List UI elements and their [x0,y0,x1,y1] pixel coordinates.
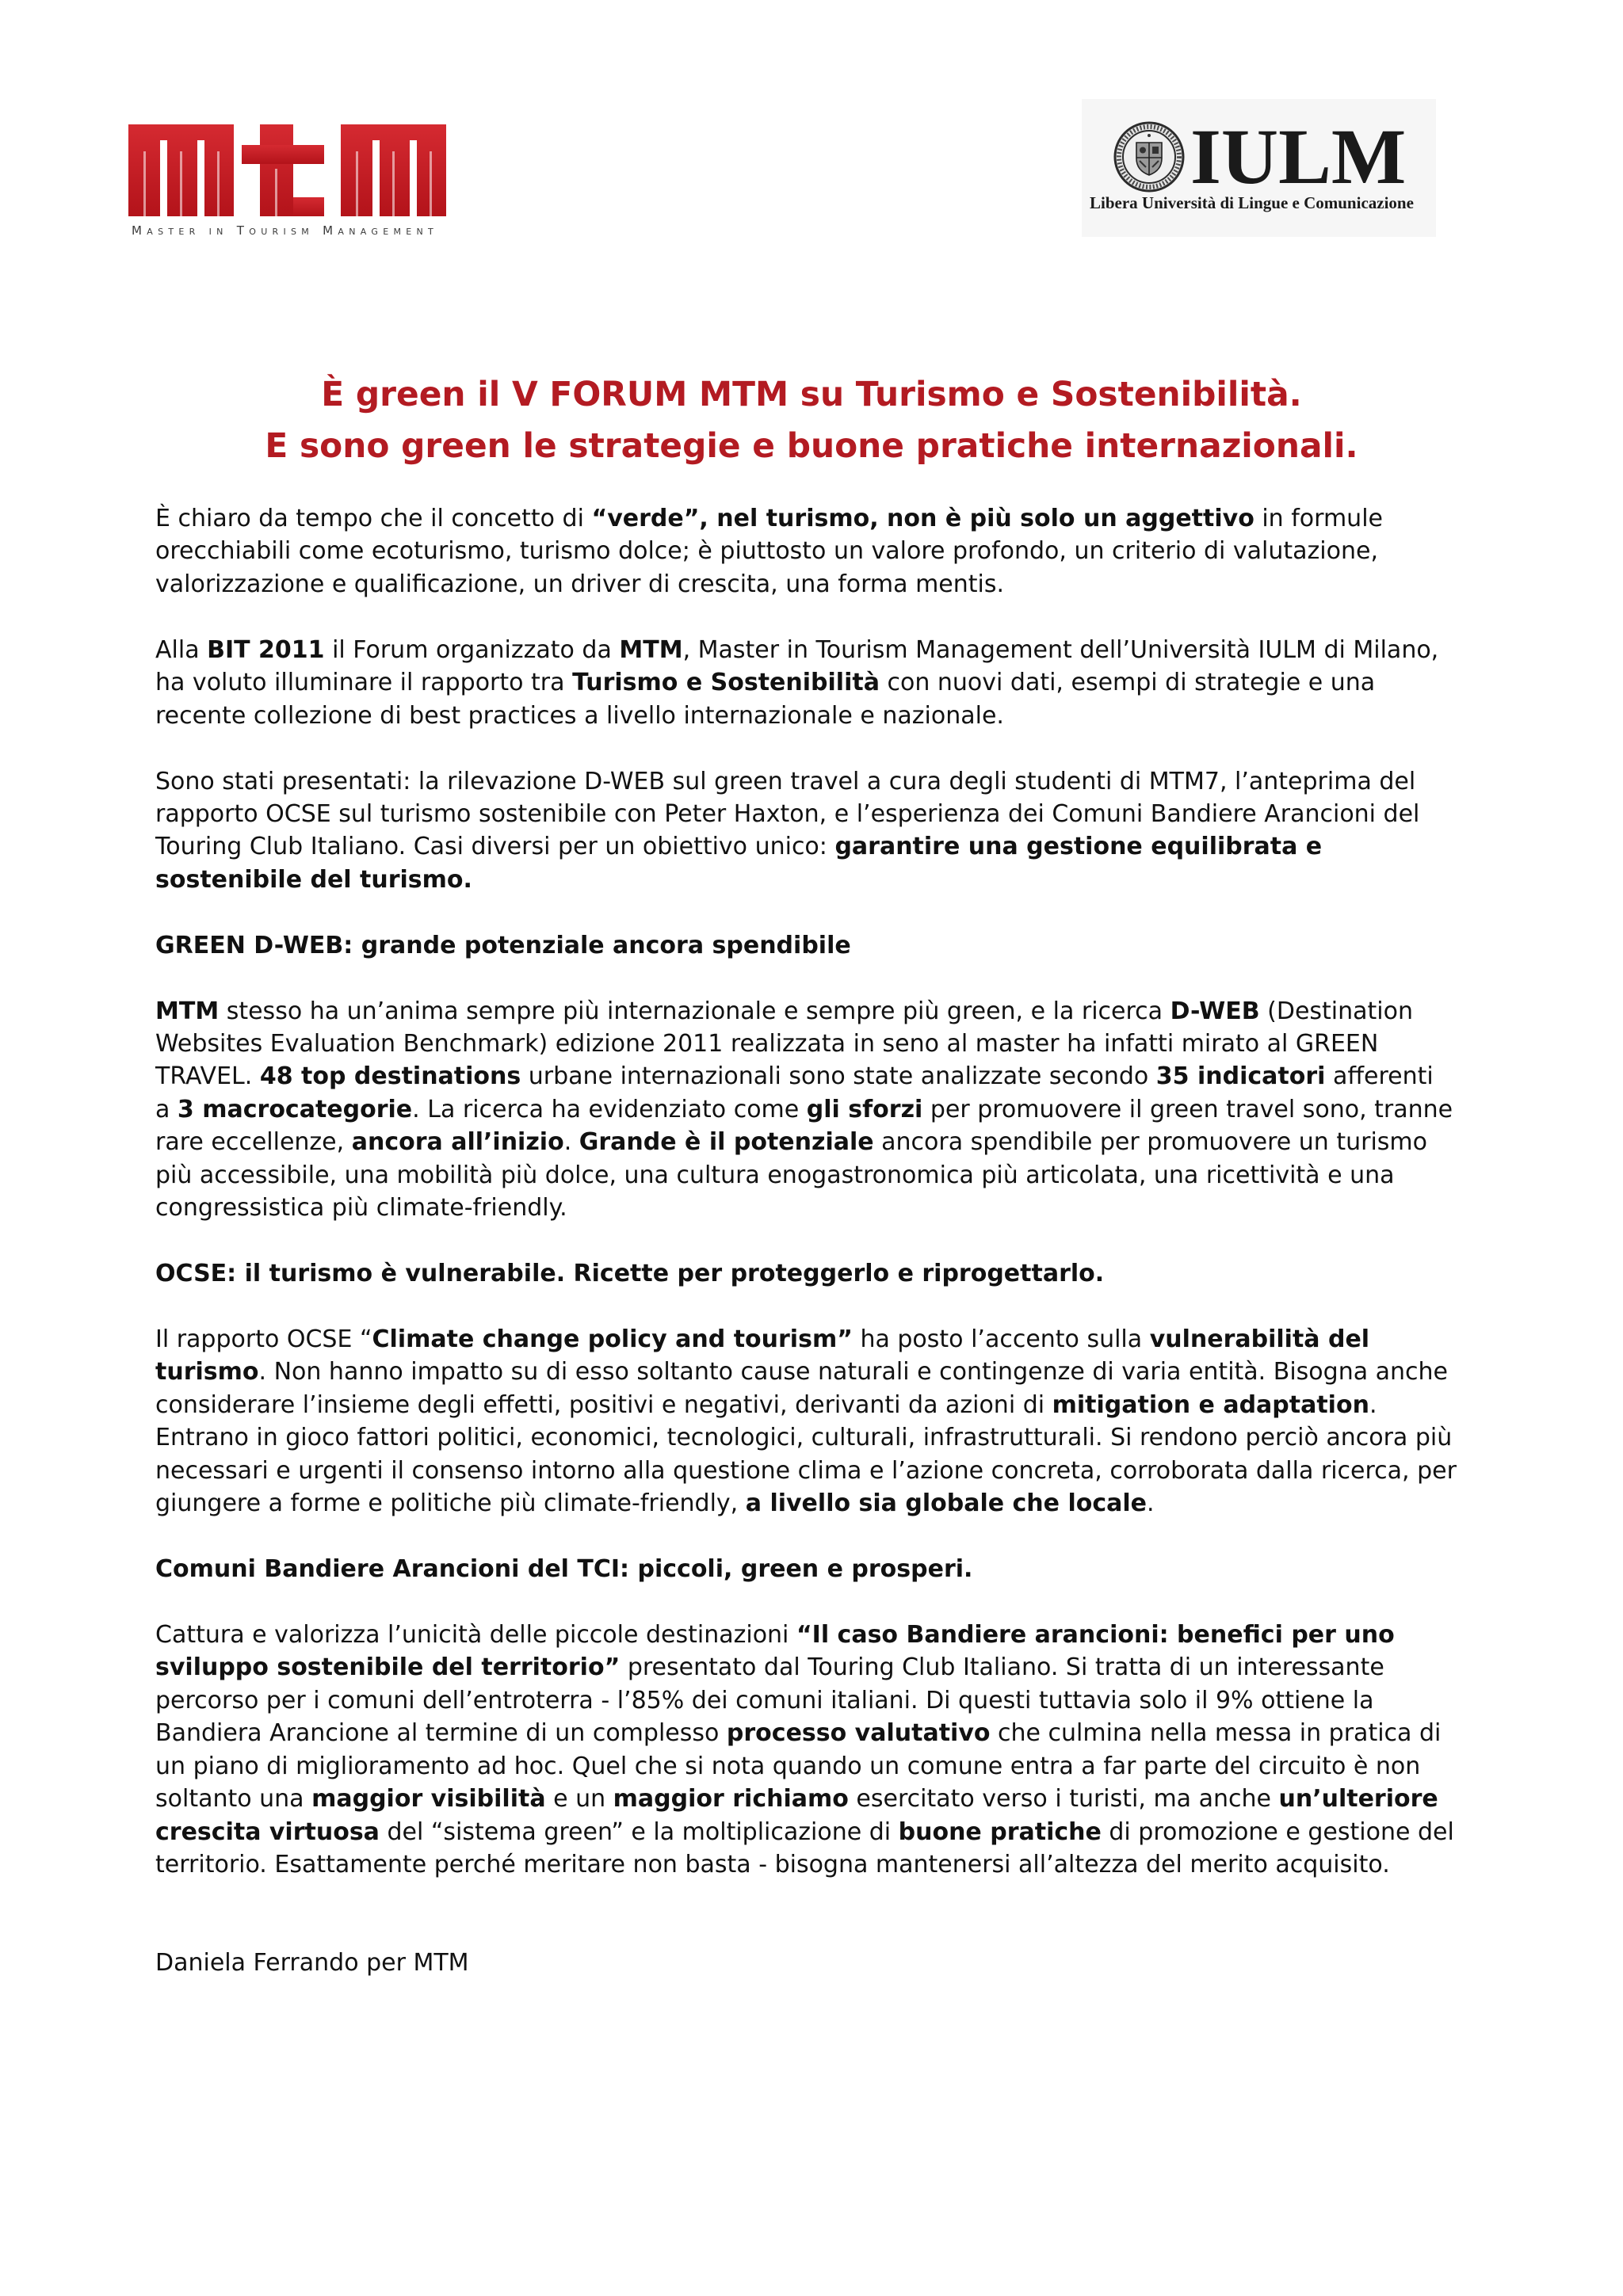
text-line [155,1455,1574,1487]
text-run: necessari e urgenti il consenso intorno alla questione clima e l’azione concreta, corroborata dalla ricerca, per [155,1456,1457,1485]
bold-text: buone pratiche [898,1817,1102,1846]
text-run: urbane internazionali sono state analizzate secondo [521,1062,1156,1091]
text-run: Sono stati presentati: la rilevazione D-WEB sul green travel a cura degli studenti di MTM7, l’anteprima del [155,767,1416,795]
bold-text: BIT 2011 [207,635,325,664]
text-line [155,1783,1574,1815]
text-run: Il rapporto OCSE “ [155,1325,372,1353]
text-run: TRAVEL. [155,1062,260,1091]
text-run: più accessibile, una mobilità più dolce, una cultura enogastronomica più articolata, una ricettività e una [155,1161,1395,1189]
text-line [155,1553,1574,1585]
bold-text: Climate change policy and tourism” [372,1325,853,1353]
text-run: afferenti [1325,1062,1434,1091]
bold-text: maggior richiamo [613,1785,849,1814]
bold-text: crescita virtuosa [155,1817,380,1846]
text-line [155,535,1574,567]
section-heading [155,929,1574,962]
text-line [155,1060,1574,1093]
bold-text: MTM [619,635,683,664]
iulm-seal-logo [1113,121,1185,193]
text-run: Websites Evaluation Benchmark) edizione 2011 realizzata in seno al master ha infatti mirato al GREEN [155,1030,1379,1058]
iulm-name: IULM [1190,113,1407,200]
bold-text: OCSE: il turismo è vulnerabile. Ricette per proteggerlo e riprogettarlo. [155,1260,1105,1288]
text-run: . [1147,1489,1155,1518]
text-run: Alla [155,635,208,664]
text-run: recente collezione di best practices a livello internazionale e nazionale. [155,701,1004,730]
mtm-letter-m-second [341,124,446,216]
text-run: . La ricerca ha evidenziato come [412,1095,807,1123]
bold-text: un’ulteriore [1278,1785,1438,1814]
bold-text: mitigation e adaptation [1052,1390,1369,1419]
text-run: . Non hanno impatto su di esso soltanto cause naturali e contingenze di varia entità. Bisogna anche [258,1358,1448,1386]
bold-text: 35 indicatori [1155,1062,1326,1091]
bold-text: turismo [155,1358,259,1386]
text-run: percorso per i comuni dell’entroterra - l’85% dei comuni italiani. Di questi tuttavia solo il 9% ottiene la [155,1686,1374,1714]
text-run: con nuovi dati, esempi di strategie e una [879,669,1376,697]
section-heading [155,1257,1574,1290]
text-run: del “sistema green” e la moltiplicazione di [379,1817,899,1846]
body-text [155,502,1574,1980]
text-run: un piano di miglioramento ad hoc. Quel che si nota quando un comune entra a far parte del circuito è non [155,1752,1421,1780]
text-run: rare eccellenze, [155,1128,352,1157]
bold-text: ancora all’inizio [351,1128,564,1157]
paragraph [155,1619,1574,1882]
bold-text: “verde”, nel turismo, non è più solo un aggettivo [591,505,1254,532]
bold-text: Turismo e Sostenibilità [572,669,880,697]
signature: Daniela Ferrando per MTM [155,1949,469,1978]
text-run: , Master in Tourism Management dell’Università IULM di Milano, [682,635,1439,664]
paragraph [155,502,1574,601]
text-line [155,502,1574,535]
text-run: che culmina nella messa in pratica di [990,1719,1442,1748]
text-line [155,1093,1574,1126]
text-run: presentato dal Touring Club Italiano. Si tratta di un interessante [620,1653,1384,1682]
bold-text: MTM [155,997,220,1025]
text-line [155,666,1574,699]
text-run: Entrano in gioco fattori politici, economici, tecnologici, culturali, infrastrutturali. Si rendono perciò ancora più [155,1424,1453,1452]
text-line [155,1487,1574,1520]
text-line [155,1717,1574,1749]
text-run: ancora spendibile per promuovere un turismo [873,1128,1428,1157]
text-line [155,1816,1574,1848]
bold-text: gli sforzi [806,1095,923,1123]
text-run: giungere a forme e politiche più climate-friendly, [155,1489,746,1518]
text-line [155,929,1574,962]
text-line [155,1421,1574,1454]
paragraph [155,765,1574,897]
text-run: il Forum organizzato da [324,635,620,664]
text-line [155,1028,1574,1060]
mtm-tagline: Master in Tourism Management [132,223,439,238]
text-line [155,1257,1574,1290]
text-run: stesso ha un’anima sempre più internazionale e sempre più green, e la ricerca [219,997,1170,1025]
bold-text: 3 macrocategorie [177,1095,413,1123]
text-run: territorio. Esattamente perché meritare non basta - bisogna mantenersi all’altezza del merito acquisito. [155,1850,1390,1878]
text-line [155,700,1574,732]
bold-text: sostenibile del turismo. [155,865,472,894]
mtm-letter-t [242,124,324,216]
text-run: orecchiabili come ecoturismo, turismo dolce; è piuttosto un valore profondo, un criterio di valutazione, [155,537,1378,566]
text-run: esercitato verso i turisti, ma anche [848,1785,1279,1814]
text-line [155,634,1574,666]
text-run: rapporto OCSE sul turismo sostenibile con Peter Haxton, e l’esperienza dei Comuni Bandiere Arancioni del [155,799,1420,828]
text-run: a [155,1095,178,1123]
text-line [155,1389,1574,1421]
mtm-logo-mark [128,124,446,216]
bold-text: maggior visibilità [311,1785,546,1814]
bold-text: 48 top destinations [259,1062,521,1091]
bold-text: Grande è il potenziale [579,1128,874,1157]
press-release-title [0,368,1623,471]
bold-text: vulnerabilità del [1149,1325,1370,1353]
paragraph [155,1323,1574,1520]
bold-text: a livello sia globale che locale [745,1489,1147,1518]
text-run: di promozione e gestione del [1101,1817,1454,1846]
text-line [155,1651,1574,1684]
text-run: ha posto l’accento sulla [852,1325,1150,1353]
title-line-1: È green il V FORUM MTM su Turismo e Sostenibilità. [321,375,1302,414]
text-line [155,1619,1574,1651]
text-run: . [1369,1390,1377,1419]
paragraph [155,995,1574,1225]
text-run: e un [545,1785,613,1814]
bold-text: Comuni Bandiere Arancioni del TCI: piccoli, green e prosperi. [155,1555,973,1583]
bold-text: “Il caso Bandiere arancioni: benefici per uno [796,1620,1395,1649]
text-run: Bandiera Arancione al termine di un complesso [155,1719,727,1748]
text-run: per promuovere il green travel sono, tranne [922,1095,1453,1123]
bold-text: D-WEB [1170,997,1260,1025]
text-line [155,830,1574,863]
text-line [155,1848,1574,1881]
bold-text: sviluppo sostenibile del territorio” [155,1653,621,1682]
bold-text: processo valutativo [726,1719,991,1748]
text-line [155,1192,1574,1224]
mtm-letter-m-first [128,124,234,216]
text-line [155,1684,1574,1717]
text-run: Touring Club Italiano. Casi diversi per un obiettivo unico: [155,833,835,861]
text-line [155,1356,1574,1388]
mtm-logo [128,124,446,216]
text-line [155,568,1574,601]
text-line [155,864,1574,896]
text-run: valorizzazione e qualificazione, un driver di crescita, una forma mentis. [155,570,1005,598]
text-line [155,1323,1574,1356]
paragraph [155,634,1574,732]
bold-text: GREEN D-WEB: grande potenziale ancora spendibile [155,931,851,959]
text-line [155,798,1574,830]
text-run: . [563,1128,579,1157]
text-run: considerare l’insieme degli effetti, positivi e negativi, derivanti da azioni di [155,1390,1052,1419]
text-run: soltanto una [155,1785,312,1814]
text-run: ha voluto illuminare il rapporto tra [155,669,573,697]
text-line [155,1159,1574,1192]
section-heading [155,1553,1574,1585]
text-run: in formule [1254,505,1383,532]
title-line-2: E sono green le strategie e buone pratiche internazionali. [265,426,1358,465]
iulm-logo [1082,99,1436,237]
text-line [155,995,1574,1028]
text-run: È chiaro da tempo che il concetto di [155,505,592,532]
text-line [155,1750,1574,1783]
text-line [155,765,1574,798]
text-run: (Destination [1259,997,1413,1025]
iulm-subtitle: Libera Università di Lingue e Comunicazione [1090,193,1414,212]
text-line [155,1126,1574,1158]
text-run: Cattura e valorizza l’unicità delle piccole destinazioni [155,1620,796,1649]
text-run: congressistica più climate-friendly. [155,1194,567,1222]
bold-text: garantire una gestione equilibrata e [834,833,1323,861]
